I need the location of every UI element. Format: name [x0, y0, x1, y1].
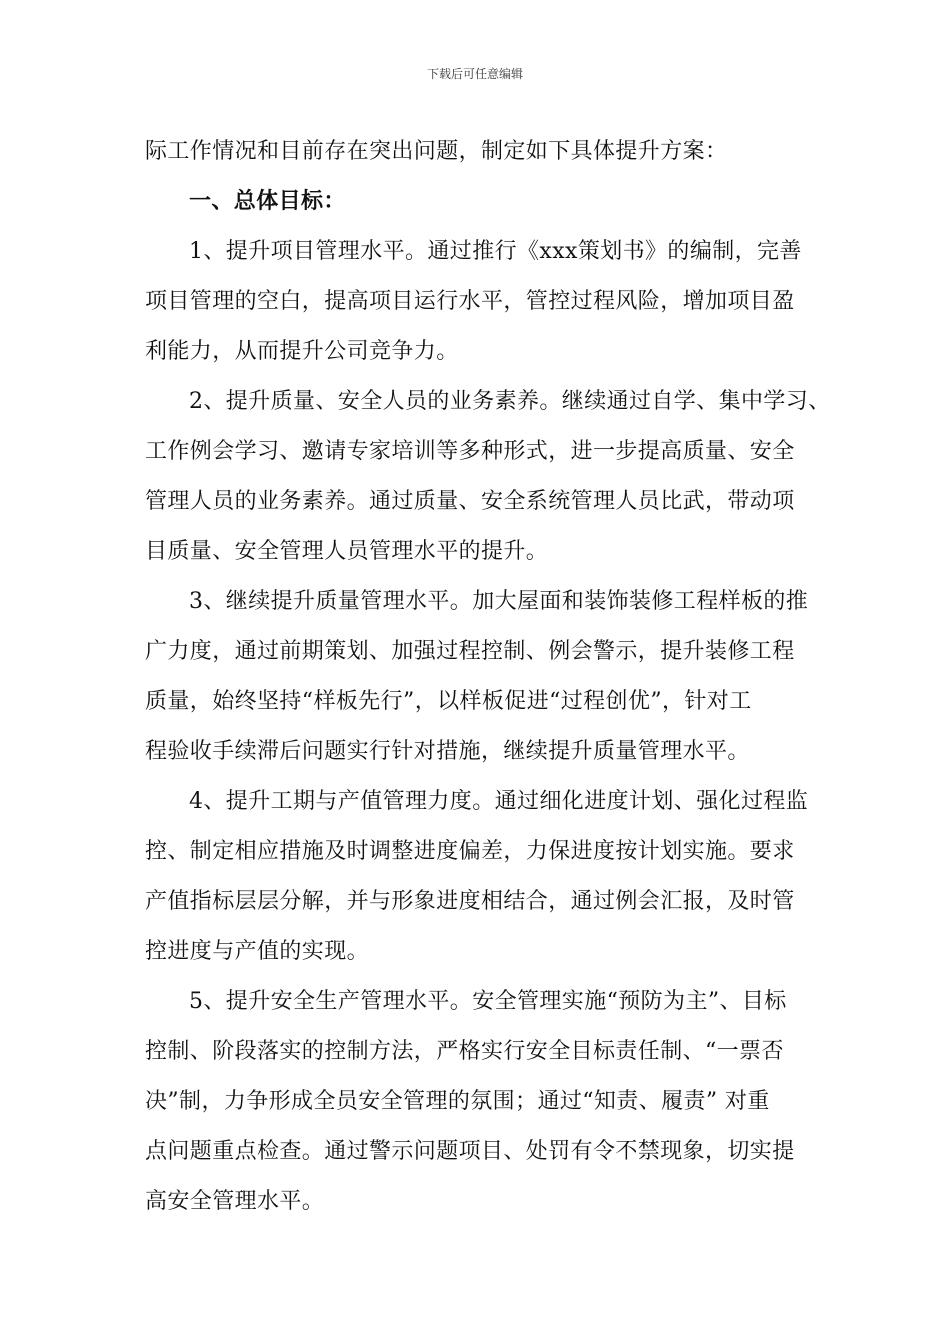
paragraph-line: 2、提升质量、安全人员的业务素养。继续通过自学、集中学习、: [189, 389, 831, 414]
page-header: 下载后可任意编辑: [426, 67, 523, 81]
paragraph-line: 利能力，从而提升公司竞争力。: [145, 339, 459, 364]
paragraph-line: 程验收手续滞后问题实行针对措施，继续提升质量管理水平。: [145, 739, 750, 764]
paragraph-line: 目质量、安全管理人员管理水平的提升。: [145, 539, 549, 564]
paragraph-line: 1、提升项目管理水平。通过推行《xxx策划书》的编制，完善: [189, 239, 802, 264]
paragraph-line: 3、继续提升质量管理水平。加大屋面和装饰装修工程样板的推: [189, 589, 809, 614]
paragraph-line: 高安全管理水平。: [145, 1189, 325, 1214]
section-heading: 一、总体目标：: [189, 189, 346, 214]
paragraph-line: 质量，始终坚持“样板先行”，以样板促进“过程创优”，针对工: [145, 689, 752, 714]
paragraph-1: [145, 227, 807, 377]
paragraph-3: [145, 577, 807, 777]
paragraph-line: 点问题重点检查。通过警示问题项目、处罚有令不禁现象，切实提: [145, 1139, 795, 1164]
paragraph-line: 控、制定相应措施及时调整进度偏差，力保进度按计划实施。要求: [145, 839, 795, 864]
paragraph-line: 控制、阶段落实的控制方法，严格实行安全目标责任制、“一票否: [145, 1039, 784, 1064]
paragraph-line: 控进度与产值的实现。: [145, 939, 370, 964]
paragraph-line: 决”制，力争形成全员安全管理的氛围；通过“知责、履责” 对重: [145, 1089, 770, 1114]
paragraph-5: [145, 977, 807, 1227]
paragraph-line: 产值指标层层分解，并与形象进度相结合，通过例会汇报，及时管: [145, 889, 795, 914]
paragraph-4: [145, 777, 807, 977]
paragraph-line: 管理人员的业务素养。通过质量、安全系统管理人员比武，带动项: [145, 489, 795, 514]
paragraph-line: 项目管理的空白，提高项目运行水平，管控过程风险，增加项目盈: [145, 289, 795, 314]
document-body: [145, 127, 831, 1227]
paragraph-line: 工作例会学习、邀请专家培训等多种形式，进一步提高质量、安全: [145, 439, 795, 464]
paragraph-2: [145, 377, 831, 577]
intro-line: 际工作情况和目前存在突出问题，制定如下具体提升方案：: [145, 139, 728, 164]
paragraph-line: 4、提升工期与产值管理力度。通过细化进度计划、强化过程监: [189, 789, 809, 814]
paragraph-line: 5、提升安全生产管理水平。安全管理实施“预防为主”、目标: [189, 989, 787, 1014]
paragraph-line: 广力度，通过前期策划、加强过程控制、例会警示，提升装修工程: [145, 639, 795, 664]
